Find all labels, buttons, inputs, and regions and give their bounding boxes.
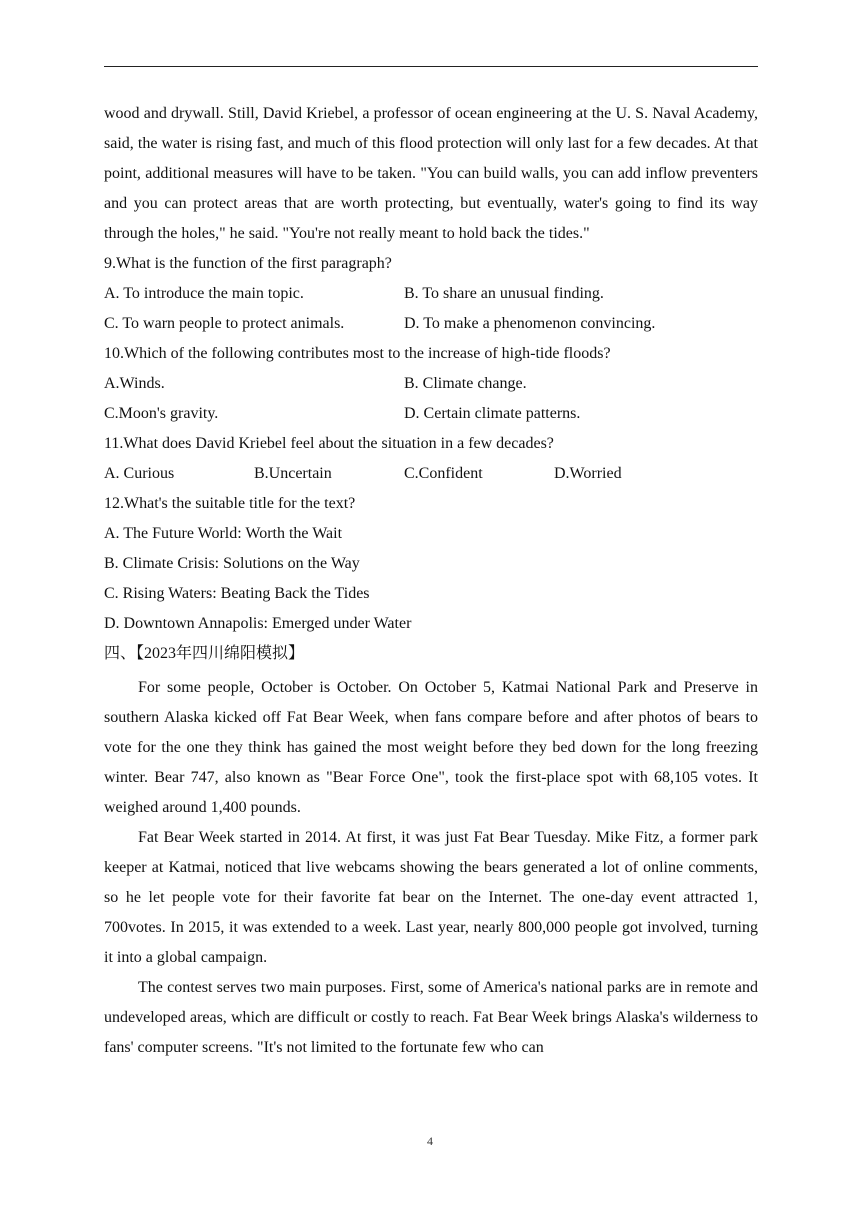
option-d: D. To make a phenomenon convincing.	[404, 315, 656, 332]
option-row	[104, 459, 758, 489]
option-a: A. The Future World: Worth the Wait	[104, 525, 343, 542]
continued-paragraph: wood and drywall. Still, David Kriebel, a professor of ocean engineering at the U. S. Naval Academy, said, the water is rising fast, and much of this flood protection will only last for a few decades. At that point, additional measures will have to be taken. "You can build walls, you can add inflow preventers and you can protect areas that are worth protecting, but eventually, water's going to find its way through the holes," he said. "You're not really meant to hold back the tides."	[104, 105, 758, 242]
option-row	[104, 369, 758, 399]
option-row	[104, 279, 758, 309]
question-stem: 11.What does David Kriebel feel about the situation in a few decades?	[104, 435, 554, 452]
question-10	[104, 339, 758, 429]
question-stem: 12.What's the suitable title for the text?	[104, 495, 356, 512]
option-c: C.Moon's gravity.	[104, 405, 219, 422]
page-number: 4	[427, 1134, 433, 1148]
option-a: A.Winds.	[104, 375, 165, 392]
option-c: C. Rising Waters: Beating Back the Tides	[104, 585, 370, 602]
option-c: C.Confident	[404, 465, 483, 482]
option-c: C. To warn people to protect animals.	[104, 315, 345, 332]
question-12	[104, 489, 758, 639]
header-rule	[104, 66, 758, 67]
passage-paragraph-3: The contest serves two main purposes. First, some of America's national parks are in remote and undeveloped areas, which are difficult or costly to reach. Fat Bear Week brings Alaska's wilderness to fans' computer screens. "It's not limited to the fortunate few who can	[104, 979, 758, 1056]
option-b: B.Uncertain	[254, 465, 332, 482]
question-11	[104, 429, 758, 489]
option-d: D. Certain climate patterns.	[404, 405, 581, 422]
option-d: D.Worried	[554, 465, 622, 482]
option-b: B. Climate change.	[404, 375, 527, 392]
option-a: A. To introduce the main topic.	[104, 285, 304, 302]
passage-paragraph-1: For some people, October is October. On October 5, Katmai National Park and Preserve in southern Alaska kicked off Fat Bear Week, when fans compare before and after photos of bears to vote for the one they think has gained the most weight before they bed down for the long freezing winter. Bear 747, also known as "Bear Force One", took the first-place spot with 68,105 votes. It weighed around 1,400 pounds.	[104, 679, 758, 816]
option-b: B. Climate Crisis: Solutions on the Way	[104, 555, 360, 572]
question-stem: 10.Which of the following contributes most to the increase of high-tide floods?	[104, 345, 611, 362]
option-row	[104, 309, 758, 339]
passage-paragraph-2: Fat Bear Week started in 2014. At first, it was just Fat Bear Tuesday. Mike Fitz, a former park keeper at Katmai, noticed that live webcams showing the bears generated a lot of online comments, so he let people vote for their favorite fat bear on the Internet. The one-day event attracted 1, 700votes. In 2015, it was extended to a week. Last year, nearly 800,000 people got involved, turning it into a global campaign.	[104, 829, 758, 966]
option-row	[104, 399, 758, 429]
question-stem: 9.What is the function of the first paragraph?	[104, 255, 392, 272]
option-a: A. Curious	[104, 465, 175, 482]
question-9	[104, 249, 758, 339]
option-b: B. To share an unusual finding.	[404, 285, 604, 302]
section-heading: 四、【2023年四川绵阳模拟】	[104, 645, 305, 662]
document-body	[104, 99, 758, 1063]
option-d: D. Downtown Annapolis: Emerged under Water	[104, 615, 412, 632]
